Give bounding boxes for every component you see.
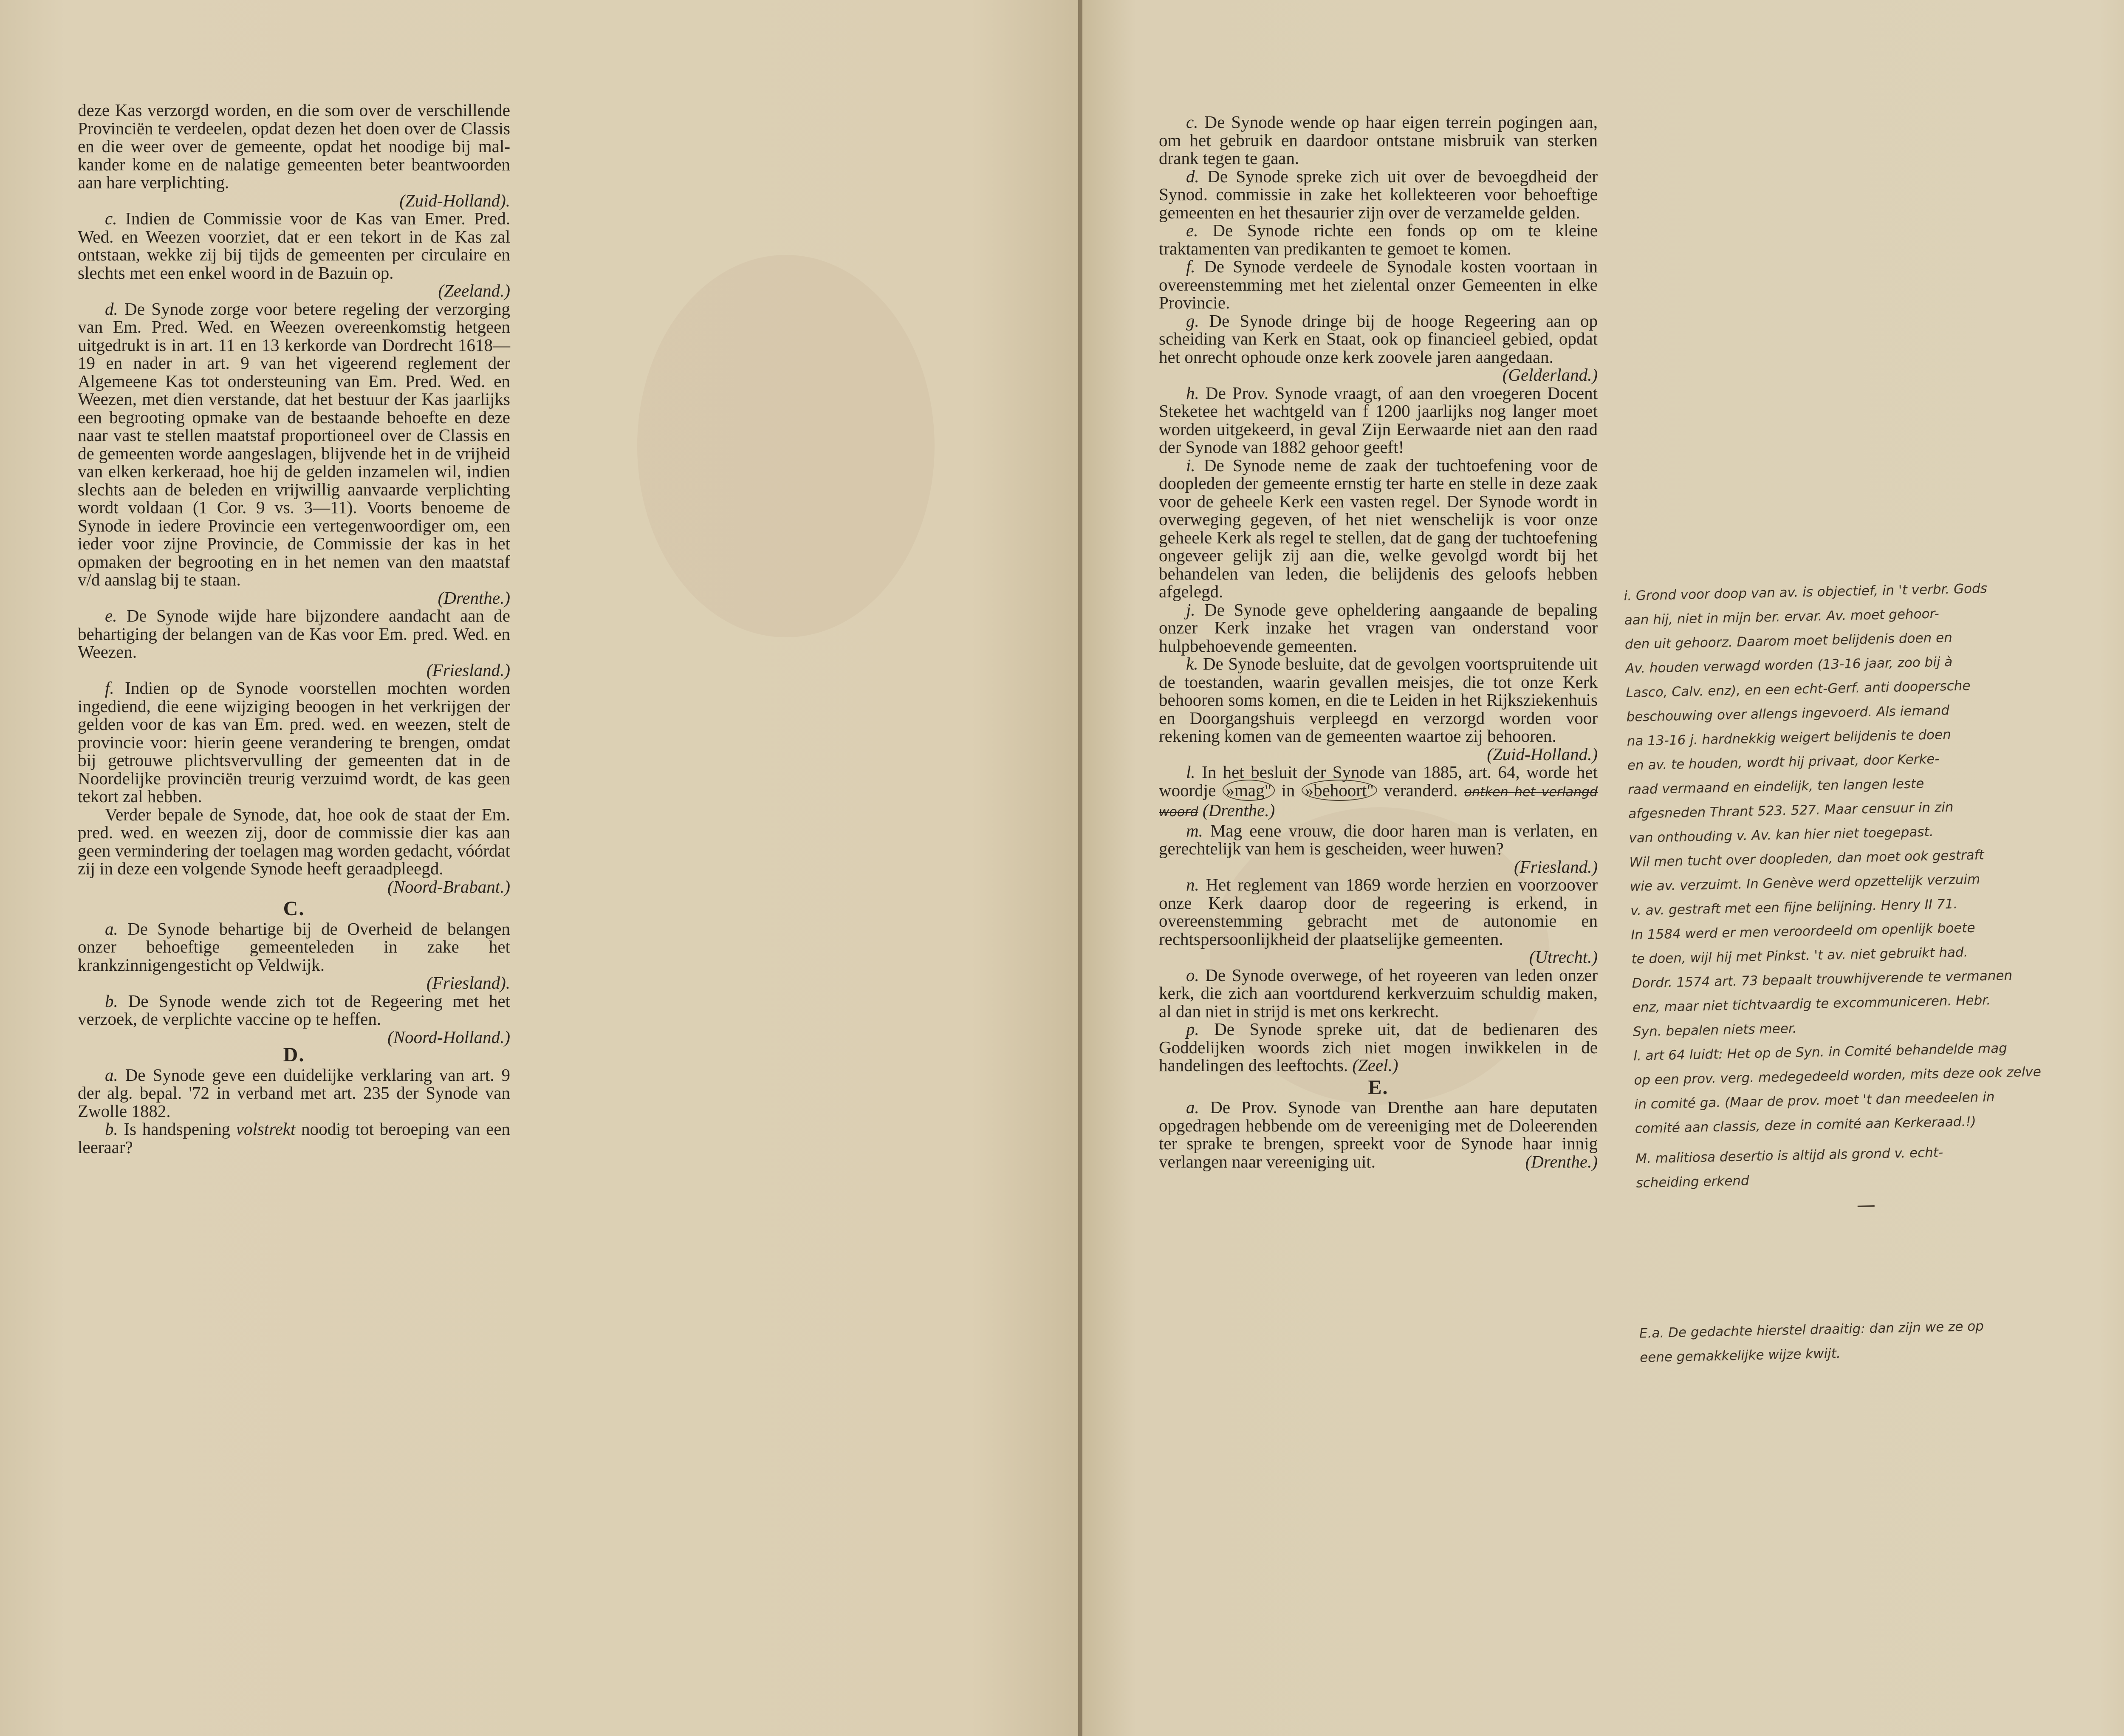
source-zuid-holland: (Zuid-Holland.) (1487, 744, 1598, 764)
item-letter: d. (1186, 166, 1199, 186)
item-text: De Synode spreke zich uit over de bevoegdheid der Synod. commissie in zake het kollekteeren voor behoeftige gemeenten en het thesaurier zijn over de verzamelde gelden. (1159, 166, 1598, 222)
item-text: De Synode behartige bij de Overheid de belangen onzer behoeftige gemeenteleden in zake het krankzinnigengesticht op Veldwijk. (78, 919, 511, 975)
source-friesland: (Friesland.) (426, 660, 510, 680)
handwritten-line: beschouwing over allengs ingevoerd. Als iemand (1626, 703, 1950, 725)
item-m (1159, 820, 1598, 876)
handwritten-notes (1624, 574, 2124, 1370)
handwritten-line: eene gemakkelijke wijze kwijt. (1639, 1346, 1841, 1366)
item-c-a (78, 920, 510, 974)
item-text: De Prov. Synode vraagt, of aan den vroegeren Docent Steketee het wachtgeld van f 1200 jaarlijks nog langer moet worden uitgekeerd, in geval Zijn Eerwaarde niet aan den raad der Synode van 1882 gehoor geeft! (1159, 383, 1598, 457)
item-letter: b. (105, 1119, 118, 1139)
handwritten-line: op een prov. verg. medegedeeld worden, mits deze ook zelve (1634, 1064, 2042, 1088)
item-f-continued: Verder bepale de Synode, dat, hoe ook de staat der Em. pred. wed. en weezen zij, door de commissie dier kas aan geen vermindering der toelagen mag worden gedacht, vóórdat zij in deze een volgende Synode heeft geraadpleegd. (78, 804, 510, 878)
source-noord-brabant: (Noord-Brabant.) (387, 876, 510, 896)
item-text: De Synode richte een fonds op om te kleine traktamenten van predikanten te gemoet te komen. (1159, 221, 1598, 258)
para-top (78, 101, 510, 192)
item-e (1159, 221, 1598, 257)
handwritten-line: den uit gehoorz. Daarom moet belijdenis doen en (1624, 630, 1953, 652)
right-column (1159, 113, 1598, 1171)
item-k (1159, 654, 1598, 764)
item-letter: p. (1186, 1019, 1199, 1039)
item-d-a (78, 1066, 510, 1120)
item-j (1159, 601, 1598, 655)
item-letter: a. (105, 1065, 118, 1085)
handwritten-line: M. malitiosa desertio is altijd als grond v. echt- (1635, 1145, 1943, 1167)
item-text: Mag eene vrouw, die door haren man is verlaten, en gerechtelijk van hem is gescheiden, weer huwen? (1159, 820, 1598, 858)
handwritten-line: Lasco, Calv. enz), en een echt-Gerf. anti doopersche (1625, 678, 1971, 701)
item-letter: e. (1186, 221, 1198, 240)
handwritten-line: afgesneden Thrant 523. 527. Maar censuur in zin (1628, 799, 1954, 822)
item-f (1159, 257, 1598, 312)
section-heading-d: D. (283, 1043, 305, 1066)
item-c (78, 209, 510, 282)
handwritten-line: wie av. verzuimt. In Genève werd opzettelijk verzuim (1630, 871, 1980, 894)
source-drenthe: (Drenthe.) (1202, 800, 1275, 820)
item-letter: k. (1186, 654, 1198, 673)
item-text: De Prov. Synode van Drenthe aan hare deputaten opgedragen hebbende om de vereeniging met de Doleerenden ter sprake te brengen, spreekt voor de Synode haar innig verlangen naar vereeniging uit. (1159, 1097, 1598, 1171)
source-zeeland: (Zeel.) (1352, 1055, 1398, 1075)
item-letter: d. (105, 299, 118, 319)
item-text: Het reglement van 1869 worde herzien en voorzoover onze Kerk daarop door de regeering is erkend, in overeenstemming gebracht met de autonomie en rechtspersoonlijkheid der plaatselijke gemeenten. (1159, 875, 1598, 949)
item-letter: c. (105, 209, 117, 228)
item-letter: i. (1186, 455, 1195, 475)
source-friesland-2: (Friesland). (426, 973, 510, 992)
handwritten-line: Av. houden verwagd worden (13-16 jaar, zoo bij à (1625, 654, 1953, 676)
handwritten-line: v. av. gestraft met een fijne belijning. Henry II 71. (1630, 896, 1958, 919)
item-o (1159, 966, 1598, 1021)
item-letter: m. (1186, 820, 1203, 840)
text-line: beantwoorden aan hare verplichting. (78, 154, 510, 192)
emphasis-word: volstrekt (236, 1119, 296, 1139)
handwritten-line: na 13-16 j. hardnekkig weigert belijdenis te doen (1627, 727, 1952, 749)
item-text: De Synode wende op haar eigen terrein pogingen aan, om het gebruik en daardoor ontstane misbruik van sterken drank tegen te gaan. (1159, 112, 1598, 168)
handwritten-line: scheiding erkend (1636, 1173, 1750, 1191)
item-letter: a. (1186, 1097, 1199, 1117)
circled-word-behoort: »behoort" (1302, 780, 1377, 801)
item-i (1159, 456, 1598, 601)
item-n (1159, 875, 1598, 967)
source-noord-holland: (Noord-Holland.) (387, 1027, 510, 1047)
item-text: De Synode zorge voor betere regeling der verzorging van Em. Pred. Wed. en Weezen overeenkomstig hetgeen uitgedrukt is in art. 11 en 13 kerkorde van Dordrecht 1618—19 en nader in art. 9 van het vigeerend reglement der Algemeene Kas tot ondersteuning van Em. Pred. Wed. en Weezen, met dien verstande, dat het bestuur der Kas jaarlijks een begrooting opmake van de bestaande behoefte en deze naar vast te stellen maatstaf proportioneel over de Classis en de gemeenten worde aangeslagen, blijvende het in de vrijheid van elken kerkeraad, hoe hij de gelden inzamelen wil, indien slechts aan de beleden en vrijwillig aanvaarde verplichting wordt voldaan (1 Cor. 9 vs. 3—11). Voorts benoeme de Synode in iedere Provincie een vertegenwoordiger om, een ieder voor zijne Provincie, de Commissie der kas in het opmaken der begrooting en in het nemen van den maatstaf v/d aanslag bij te staan. (78, 299, 510, 589)
item-letter: b. (105, 991, 118, 1011)
item-text: De Synode dringe bij de hooge Regeering aan op scheiding van Kerk en Staat, ook op financieel gebied, opdat het onrecht ophoude onze kerk zoovele jaren aangedaan. (1159, 311, 1598, 367)
item-g (1159, 312, 1598, 366)
item-letter: a. (105, 919, 118, 939)
source-utrecht: (Utrecht.) (1529, 947, 1598, 967)
item-text: De Synode geve een duidelijke verklaring van art. 9 der alg. bepal. '72 in verband met art. 235 der Synode van Zwolle 1882. (78, 1065, 511, 1121)
handwritten-line: van onthouding v. Av. kan hier niet toegepast. (1629, 824, 1934, 846)
text-line: de verschillende Provinciën te verdeelen, opdat (78, 100, 510, 138)
item-text: De Synode overwege, of het royeeren van leden onzer kerk, die zich aan voortdurend kerkverzuim schuldig maken, al dan niet in strijd is met ons kerkrecht. (1159, 965, 1598, 1021)
handwritten-line: Wil men tucht over doopleden, dan moet ook gestraft (1629, 847, 1985, 870)
item-letter: l. (1186, 762, 1195, 782)
item-letter: h. (1186, 383, 1199, 403)
handwritten-line: enz, maar niet tichtvaardig te excommuniceren. Hebr. (1632, 992, 1991, 1015)
item-text: veranderd. (1384, 780, 1458, 800)
item-text: De Synode neme de zaak der tuchtoefening voor de doopleden der gemeente ernstig ter harte en stelle in deze zaak voor de geheele Kerk een vasten regel. Der Synode wordt in overweging gegeven, of het niet wenschelijk is voor onze geheele Kerk als regel te stellen, dat de gang der tuchtoefening ongeveer gelijk zij aan die, welke gevolgd wordt bij het behandelen van leden, die belijdenis des geloofs hebben afgelegd. (1159, 455, 1598, 601)
item-letter: f. (1186, 257, 1195, 276)
item-text: De Synode geve opheldering aangaande de bepaling onzer Kerk inzake het vragen van onderstand voor hulpbehoevende gemeenten. (1159, 599, 1598, 656)
item-e-a (1159, 1098, 1598, 1171)
text-line: over de gemeente, opdat het noodige bij mal- (172, 136, 510, 156)
handwritten-line: in comité ga. (Maar de prov. moet 't dan meedeelen in (1634, 1089, 1995, 1112)
left-column (78, 101, 510, 1156)
item-text: De Synode wijde hare bijzondere aandacht aan de behartiging der belangen van de Kas voor Em. pred. Wed. en Weezen. (78, 606, 511, 662)
item-text: De Synode spreke uit, dat de bedienaren des Goddelijken woords zich niet mogen inwikkelen in de handelingen des leeftochts. (1159, 1019, 1598, 1075)
handwritten-line: te doen, wijl hij met Pinkst. 't av. niet gebruikt had. (1631, 944, 1968, 967)
item-c (1159, 113, 1598, 167)
item-text: Is handspening (124, 1119, 230, 1139)
item-letter: n. (1186, 875, 1199, 894)
source-zeeland: (Zeeland.) (438, 281, 510, 300)
handwritten-line: Dordr. 1574 art. 73 bepaalt trouwhijverende te vermanen (1632, 968, 2013, 991)
item-text: Indien op de Synode voorstellen mochten worden ingediend, die eene wijziging beoogen in het verkrijgen der gelden voor de kas van Em. pred. wed. en weezen, stelt de provincie voor: hierin geene verandering te brengen, omdat bij getrouwe plichtsvervulling der gemeenten dat in de Noordelijke provinciën treurig verzuimd wordt, de kas geen tekort zal hebben. (78, 678, 510, 806)
circled-word-mag: »mag" (1223, 780, 1275, 801)
item-d-b (78, 1120, 510, 1156)
item-d (78, 300, 510, 589)
handwritten-line: aan hij, niet in mijn ber. ervar. Av. moet gehoor- (1624, 606, 1940, 628)
item-text: In het besluit der Synode van 1885, art. 64, worde het woordje (1159, 762, 1598, 800)
source-friesland: (Friesland.) (1514, 857, 1598, 876)
right-page (1082, 0, 2124, 1736)
item-text: in (1281, 780, 1295, 800)
item-f (78, 679, 510, 806)
item-letter: j. (1186, 599, 1195, 619)
handwritten-line: comité aan classis, deze in comité aan Kerkeraad.!) (1635, 1114, 1977, 1137)
source-drenthe: (Drenthe.) (438, 588, 510, 608)
item-letter: f. (105, 678, 114, 698)
item-text: De Synode verdeele de Synodale kosten voortaan in overeenstemming met het zielental onzer Gemeenten in elke Provincie. (1159, 257, 1598, 312)
item-p (1159, 1020, 1598, 1074)
spacer (1637, 1209, 2124, 1321)
item-c-b (78, 991, 510, 1047)
item-e (78, 607, 510, 661)
section-heading-e: E. (1368, 1076, 1389, 1099)
handwritten-line: raad vermaand en eindelijk, ten langen leste (1627, 776, 1924, 797)
source-zuid-holland: (Zuid-Holland). (399, 190, 510, 210)
item-letter: o. (1186, 965, 1199, 985)
text-line: kander kome en de nalatige gemeenten beter (78, 154, 405, 174)
handwritten-line: i. Grond voor doop van av. is objectief, in 't verbr. Gods (1624, 581, 1988, 604)
handwritten-line: l. art 64 luidt: Het op de Syn. in Comité behandelde mag (1633, 1040, 2008, 1064)
paper-stain (637, 255, 935, 637)
handwritten-line: E.a. De gedachte hierstel draaitig: dan zijn we ze op (1639, 1318, 1984, 1341)
item-h (1159, 384, 1598, 456)
source-drenthe: (Drenthe.) (1525, 1151, 1598, 1171)
section-heading-c: C. (283, 897, 305, 920)
handwritten-line: In 1584 werd er men veroordeeld om openlijk boete (1630, 920, 1975, 943)
item-letter: g. (1186, 311, 1199, 331)
source-gelderland: (Gelderland.) (1502, 365, 1598, 385)
item-d (1159, 167, 1598, 222)
handwritten-line: en av. te houden, wordt hij privaat, door Kerke- (1627, 751, 1940, 773)
item-text: De Synode besluite, dat de gevolgen voortspruitende uit de toestanden, waarin gevallen meisjes, die tot onze Kerk behooren soms komen, en die te Leiden in het Rijksziekenhuis en Doorgangshuis verpleegd en verzorgd worden voor rekening komen van de gemeenten waartoe zij behooren. (1159, 654, 1598, 746)
item-letter: e. (105, 606, 117, 625)
text-line: deze Kas verzorgd worden, en die som over (78, 100, 390, 120)
handwritten-line: Syn. bepalen niets meer. (1633, 1021, 1797, 1040)
handwritten-strikethrough-note: ontken het verlangd woord (1159, 784, 1598, 820)
item-text: noodig tot beroeping van een leeraar? (78, 1119, 511, 1157)
dash-mark (1858, 1205, 1875, 1207)
item-letter: c. (1186, 112, 1198, 132)
item-l (1159, 763, 1598, 822)
item-text: De Synode wende zich tot de Regeering met het verzoek, de verplichte vaccine op te heffen. (78, 991, 510, 1029)
text-line: dezen het doen over de Classis en die weer (78, 118, 511, 156)
item-text: Indien de Commissie voor de Kas van Emer. Pred. Wed. en Weezen voorziet, dat er een tekort in de Kas zal ontstaan, wekke zij bij tijds de gemeenten per circulaire en slechts met een enkel woord in de Bazuin op. (78, 209, 510, 283)
